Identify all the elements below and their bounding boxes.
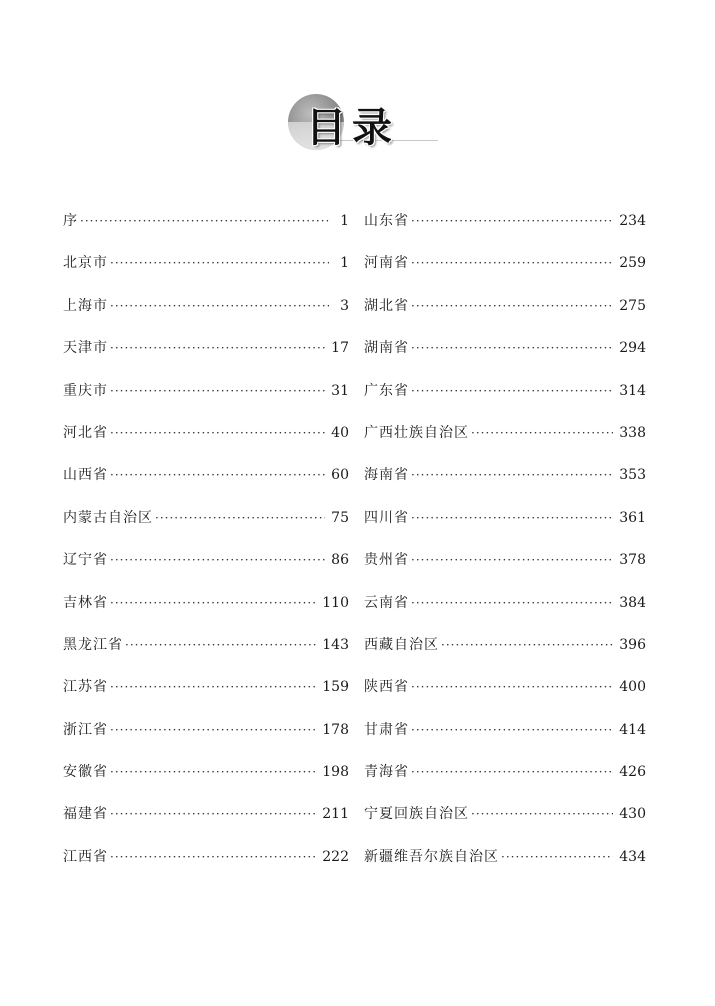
toc-entry-page: 31	[331, 382, 349, 399]
toc-leader-dots	[411, 546, 613, 574]
toc-leader-dots	[125, 631, 316, 659]
toc-entry-name: 黑龙江省	[63, 636, 123, 653]
toc-entry[interactable]	[364, 377, 646, 419]
toc-entry[interactable]	[63, 673, 349, 715]
toc-entry[interactable]	[364, 419, 646, 461]
toc-entry-name: 广西壮族自治区	[364, 424, 469, 441]
toc-entry-name: 河南省	[364, 255, 409, 272]
toc-leader-dots	[411, 716, 613, 744]
toc-entry-page: 222	[322, 848, 349, 865]
toc-leader-dots	[110, 419, 325, 447]
toc-entry-name: 江西省	[63, 848, 108, 865]
toc-entry-page: 259	[619, 255, 646, 272]
toc-entry-name: 甘肃省	[364, 721, 409, 738]
toc-entry-name: 广东省	[364, 382, 409, 399]
toc-entry-name: 云南省	[364, 594, 409, 611]
toc-right-column	[364, 207, 646, 885]
toc-entry-page: 361	[619, 509, 646, 526]
toc-entry[interactable]	[364, 461, 646, 503]
toc-leader-dots	[471, 800, 613, 828]
toc-entry-page: 234	[619, 213, 646, 229]
toc-entry-name: 辽宁省	[63, 552, 108, 569]
toc-leader-dots	[80, 207, 329, 235]
toc-entry-page: 353	[619, 467, 646, 484]
toc-entry-page: 338	[619, 424, 646, 441]
toc-entry-name: 浙江省	[63, 721, 108, 738]
toc-entry-page: 40	[331, 424, 349, 441]
toc-entry[interactable]	[364, 716, 646, 758]
toc-leader-dots	[110, 800, 316, 828]
toc-entry[interactable]	[63, 631, 349, 673]
toc-entry-name: 北京市	[63, 255, 108, 272]
toc-entry[interactable]	[364, 292, 646, 334]
toc-leader-dots	[411, 589, 613, 617]
toc-entry-name: 重庆市	[63, 382, 108, 399]
toc-leader-dots	[110, 758, 316, 786]
toc-entry-page: 1	[340, 213, 349, 229]
toc-entry[interactable]	[63, 334, 349, 376]
toc-entry-page: 178	[322, 721, 349, 738]
toc-entry-page: 426	[619, 764, 646, 781]
toc-leader-dots	[411, 377, 613, 405]
toc-leader-dots	[441, 631, 613, 659]
toc-leader-dots	[110, 673, 316, 701]
toc-entry[interactable]	[364, 673, 646, 715]
toc-entry[interactable]	[63, 716, 349, 758]
toc-entry-page: 294	[619, 340, 646, 357]
toc-entry-name: 青海省	[364, 764, 409, 781]
toc-entry[interactable]	[364, 207, 646, 249]
toc-entry-name: 陕西省	[364, 679, 409, 696]
toc-leader-dots	[411, 207, 613, 235]
toc-entry-name: 天津市	[63, 340, 108, 357]
toc-entry-name: 江苏省	[63, 679, 108, 696]
toc-leader-dots	[411, 758, 613, 786]
toc-entry-page: 414	[619, 721, 646, 738]
toc-entry-page: 211	[322, 806, 349, 823]
toc-entry[interactable]	[63, 758, 349, 800]
toc-entry-name: 四川省	[364, 509, 409, 526]
toc-leader-dots	[411, 461, 613, 489]
toc-entry[interactable]	[63, 589, 349, 631]
toc-leader-dots	[411, 334, 613, 362]
toc-entry-page: 198	[322, 764, 349, 781]
toc-entry[interactable]	[63, 546, 349, 588]
toc-entry[interactable]	[63, 800, 349, 842]
toc-entry-page: 86	[331, 552, 349, 569]
toc-entry[interactable]	[364, 631, 646, 673]
toc-entry-name: 山西省	[63, 467, 108, 484]
toc-entry[interactable]	[63, 292, 349, 334]
toc-entry-page: 17	[331, 340, 349, 357]
toc-entry[interactable]	[63, 419, 349, 461]
toc-entry-name: 内蒙古自治区	[63, 509, 153, 526]
toc-entry-page: 378	[619, 552, 646, 569]
toc-entry[interactable]	[364, 758, 646, 800]
toc-entry[interactable]	[63, 461, 349, 503]
toc-entry[interactable]	[364, 800, 646, 842]
toc-leader-dots	[110, 716, 316, 744]
toc-leader-dots	[110, 249, 329, 277]
toc-leader-dots	[411, 673, 613, 701]
toc-entry-page: 275	[619, 297, 646, 314]
page-title: 目录	[306, 105, 398, 151]
toc-entry-name: 序	[63, 213, 78, 229]
toc-entry[interactable]	[63, 377, 349, 419]
toc-entry-name: 吉林省	[63, 594, 108, 611]
toc-entry[interactable]	[364, 334, 646, 376]
toc-entry-name: 河北省	[63, 424, 108, 441]
toc-leader-dots	[411, 504, 613, 532]
toc-entry[interactable]	[364, 546, 646, 588]
toc-leader-dots	[411, 249, 613, 277]
toc-entry[interactable]	[63, 207, 349, 249]
toc-entry-name: 湖北省	[364, 297, 409, 314]
toc-leader-dots	[110, 843, 316, 871]
toc-entry-page: 400	[619, 679, 646, 696]
toc-entry-name: 贵州省	[364, 552, 409, 569]
toc-entry-name: 宁夏回族自治区	[364, 806, 469, 823]
toc-entry-page: 75	[331, 509, 349, 526]
toc-entry-page: 110	[322, 594, 349, 611]
toc-entry[interactable]	[364, 843, 646, 885]
toc-leader-dots	[110, 292, 329, 320]
toc-leader-dots	[471, 419, 613, 447]
toc-leader-dots	[110, 546, 325, 574]
toc-leader-dots	[110, 377, 325, 405]
toc-entry-page: 384	[619, 594, 646, 611]
toc-entry-name: 福建省	[63, 806, 108, 823]
toc-entry-name: 湖南省	[364, 340, 409, 357]
toc-title-block	[286, 92, 446, 152]
toc-leader-dots	[411, 292, 613, 320]
toc-entry-page: 430	[619, 806, 646, 823]
toc-entry-page: 314	[619, 382, 646, 399]
toc-leader-dots	[110, 589, 316, 617]
toc-entry[interactable]	[63, 843, 349, 885]
toc-entry-page: 396	[619, 636, 646, 653]
toc-entry-name: 海南省	[364, 467, 409, 484]
toc-leader-dots	[155, 504, 325, 532]
toc-entry-name: 新疆维吾尔族自治区	[364, 848, 499, 865]
toc-left-column	[63, 207, 349, 885]
toc-entry-name: 西藏自治区	[364, 636, 439, 653]
toc-leader-dots	[110, 334, 325, 362]
toc-entry-page: 143	[322, 636, 349, 653]
toc-leader-dots	[110, 461, 325, 489]
toc-entry-page: 1	[340, 255, 349, 272]
toc-entry[interactable]	[63, 249, 349, 291]
toc-entry[interactable]	[364, 589, 646, 631]
toc-entry[interactable]	[63, 504, 349, 546]
toc-entry-name: 安徽省	[63, 764, 108, 781]
toc-entry-name: 山东省	[364, 213, 409, 229]
toc-entry-page: 60	[331, 467, 349, 484]
toc-entry-page: 159	[322, 679, 349, 696]
toc-entry[interactable]	[364, 249, 646, 291]
toc-entry-name: 上海市	[63, 297, 108, 314]
toc-entry[interactable]	[364, 504, 646, 546]
toc-entry-page: 3	[340, 297, 349, 314]
toc-entry-page: 434	[619, 848, 646, 865]
toc-leader-dots	[501, 843, 613, 871]
